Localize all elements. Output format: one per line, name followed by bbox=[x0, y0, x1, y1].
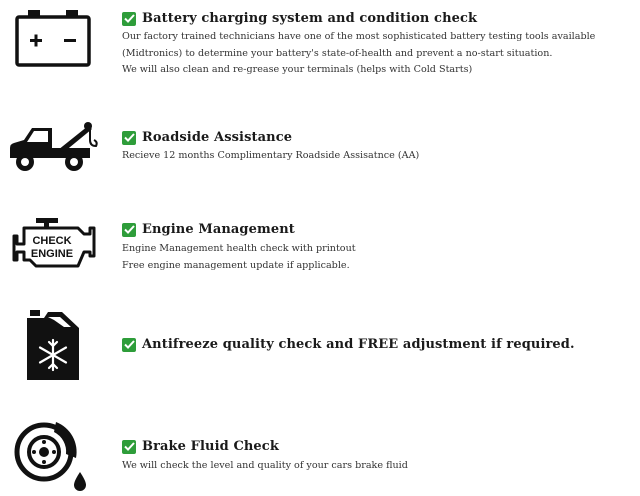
service-heading bbox=[122, 11, 477, 26]
service-title: Roadside Assistance bbox=[142, 130, 293, 145]
checkmark-icon bbox=[122, 338, 136, 352]
description-line: Engine Management health check with printout bbox=[122, 243, 356, 254]
antifreeze-icon bbox=[24, 308, 82, 382]
service-heading bbox=[122, 439, 279, 454]
description-line: We will also clean and re-grease your terminals (helps with Cold Starts) bbox=[122, 64, 473, 75]
brake-fluid-icon bbox=[14, 418, 94, 494]
description-line: Free engine management update if applicable. bbox=[122, 259, 350, 271]
checkmark-icon bbox=[122, 440, 136, 454]
service-description bbox=[122, 458, 637, 475]
service-heading bbox=[122, 222, 295, 237]
check-engine-icon bbox=[12, 214, 96, 272]
service-description bbox=[122, 29, 637, 79]
tow-truck-icon bbox=[8, 118, 100, 176]
checkmark-icon bbox=[122, 223, 136, 237]
description-line: Our factory trained technicians have one of the most sophisticated battery testing tools available (Midtronics) to determine your battery's state-of-health and prevent a no-start situation. bbox=[122, 31, 596, 59]
service-heading bbox=[122, 130, 292, 145]
service-title: Antifreeze quality check and FREE adjustment if required. bbox=[142, 337, 575, 352]
check-engine-text: ENGINE bbox=[30, 248, 74, 260]
service-title: Battery charging system and condition check bbox=[142, 11, 478, 26]
checkmark-icon bbox=[122, 131, 136, 145]
car-battery-icon bbox=[14, 8, 92, 68]
service-description bbox=[122, 241, 637, 274]
check-engine-text: CHECK bbox=[32, 235, 72, 247]
service-heading bbox=[122, 337, 575, 352]
service-title: Brake Fluid Check bbox=[142, 439, 279, 454]
service-description bbox=[122, 148, 637, 165]
description-line: We will check the level and quality of your cars brake fluid bbox=[122, 460, 408, 471]
description-line: Recieve 12 months Complimentary Roadside Assisatnce (AA) bbox=[122, 150, 420, 161]
checkmark-icon bbox=[122, 12, 136, 26]
service-title: Engine Management bbox=[142, 222, 295, 237]
